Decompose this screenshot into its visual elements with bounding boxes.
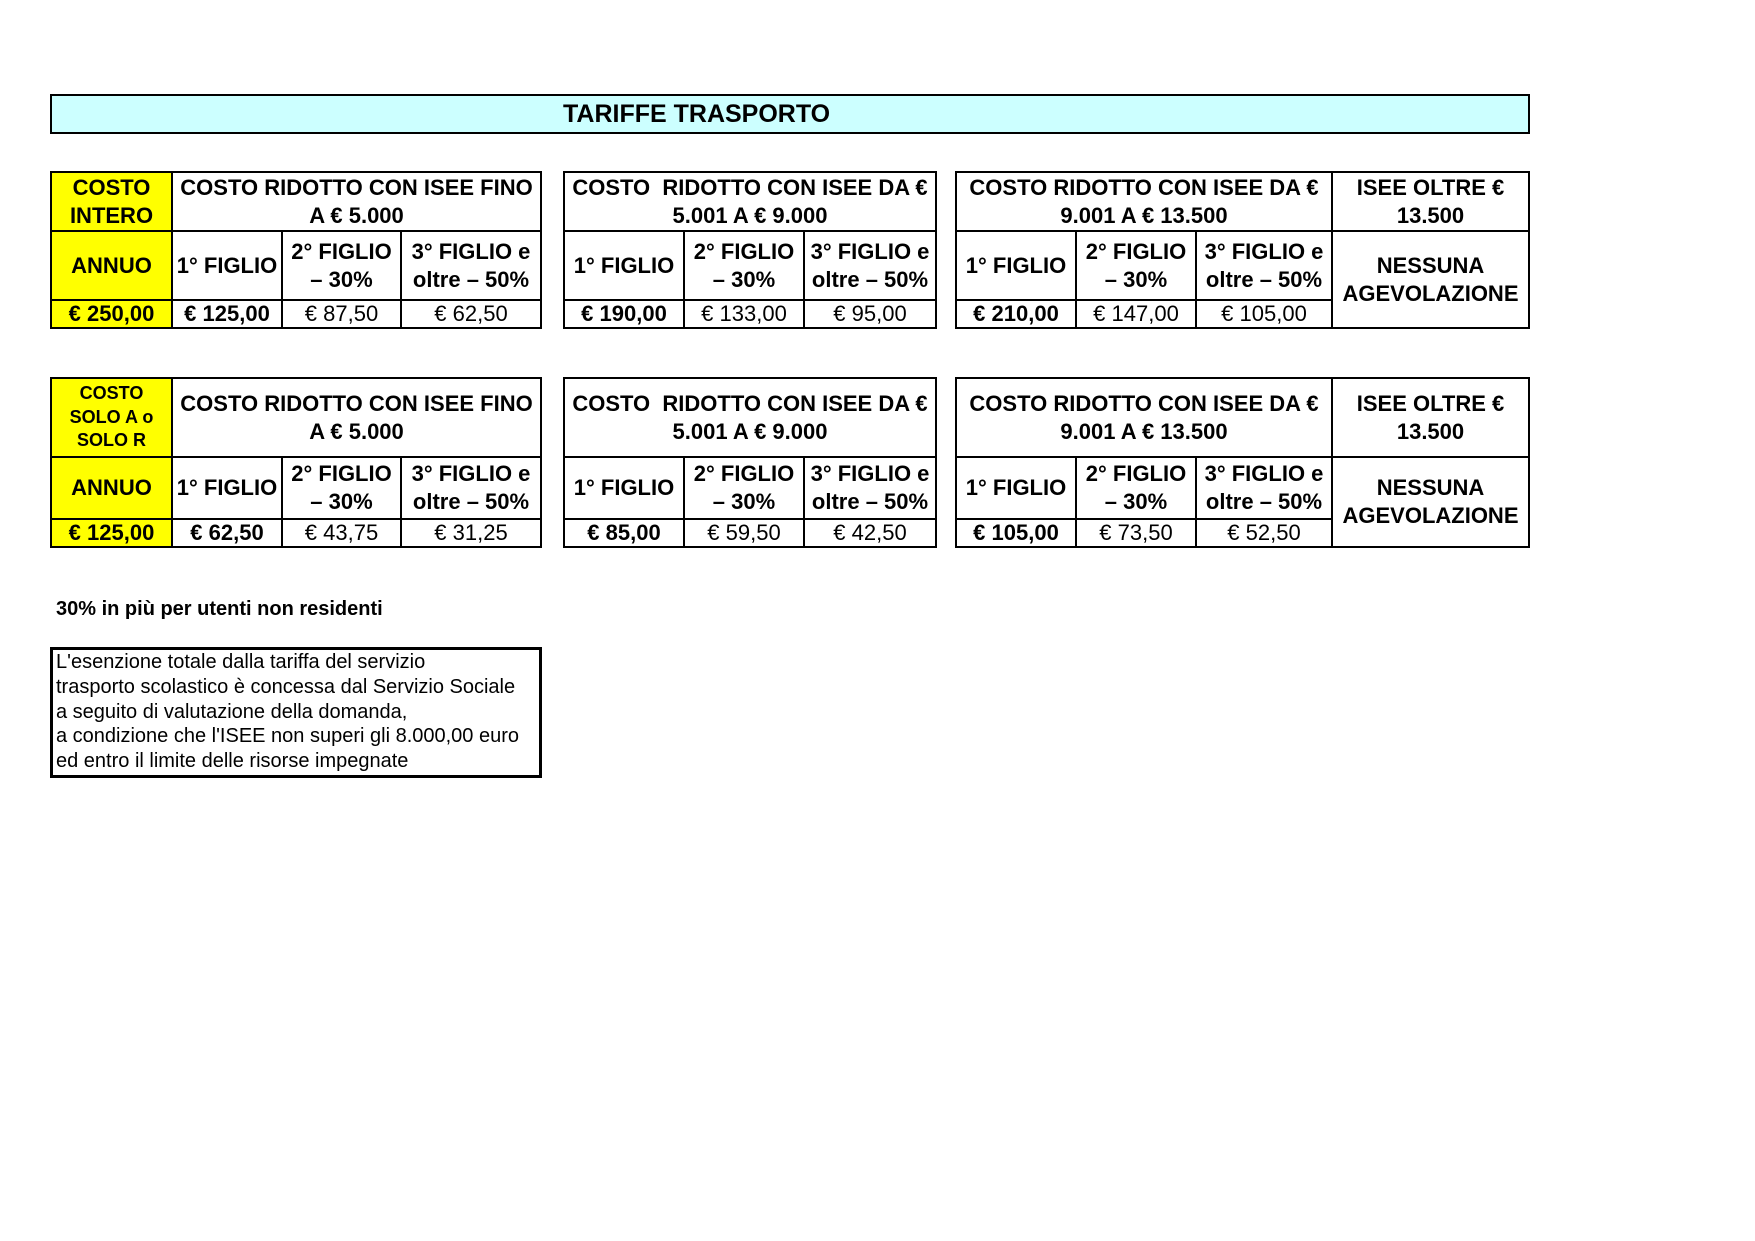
second-child-price-cell <box>1077 520 1195 546</box>
band-header-label: COSTO RIDOTTO CON ISEE DA € 9.001 A € 13.500 <box>969 174 1319 228</box>
second-child-price-value: € 43,75 <box>304 520 379 545</box>
first-child-price-value: € 105,00 <box>973 520 1059 545</box>
second-child-label-cell <box>283 458 400 518</box>
second-child-price-value: € 133,00 <box>701 301 787 326</box>
third-child-label-cell <box>402 458 540 518</box>
one-way-cost-table-isee-5001-9000 <box>563 377 937 548</box>
first-child-price-cell <box>173 301 281 327</box>
one-way-cost-table-isee-up-to-5000 <box>50 377 542 548</box>
first-child-price-cell <box>957 520 1075 546</box>
over-threshold-header-label: ISEE OLTRE € 13.500 <box>1356 174 1505 228</box>
first-child-label-cell <box>565 232 683 299</box>
full-price-cell <box>52 301 171 327</box>
third-child-price-value: € 95,00 <box>833 301 907 326</box>
third-child-label-cell <box>1197 458 1331 518</box>
second-child-label-cell <box>1077 232 1195 299</box>
first-child-label-cell <box>957 232 1075 299</box>
second-child-price-value: € 87,50 <box>304 301 379 326</box>
band-header-cell <box>565 173 935 230</box>
no-discount-cell <box>1333 458 1528 546</box>
over-threshold-header-cell <box>1333 379 1528 456</box>
first-child-price-cell <box>957 301 1075 327</box>
third-child-label-cell <box>402 232 540 299</box>
third-child-price-cell <box>805 301 935 327</box>
third-child-label: 3° FIGLIO e oltre – 50% <box>411 461 531 514</box>
second-child-price-cell <box>685 301 803 327</box>
period-label: ANNUO <box>71 475 152 500</box>
full-cost-table-isee-up-to-5000 <box>50 171 542 329</box>
page-title: TARIFFE TRASPORTO <box>563 100 831 128</box>
period-label: ANNUO <box>71 252 152 278</box>
third-child-label: 3° FIGLIO e oltre – 50% <box>1204 461 1324 514</box>
base-cost-label: COSTO SOLO A o SOLO R <box>69 383 154 451</box>
second-child-price-value: € 73,50 <box>1099 520 1173 545</box>
first-child-price-value: € 190,00 <box>581 301 667 326</box>
second-child-label: 2° FIGLIO – 30% <box>1085 238 1187 292</box>
second-child-price-cell <box>283 301 400 327</box>
period-cell <box>52 232 171 299</box>
second-child-price-cell <box>1077 301 1195 327</box>
band-header-label: COSTO RIDOTTO CON ISEE DA € 5.001 A € 9.000 <box>572 390 928 444</box>
third-child-price-cell <box>1197 301 1331 327</box>
full-price-value: € 250,00 <box>68 301 155 326</box>
band-header-cell <box>957 379 1331 456</box>
band-header-cell <box>173 379 540 456</box>
full-cost-table-isee-9001-13500 <box>955 171 1530 329</box>
first-child-label-cell <box>173 458 281 518</box>
second-child-label: 2° FIGLIO – 30% <box>693 238 795 292</box>
first-child-price-value: € 85,00 <box>587 520 661 545</box>
third-child-price-value: € 31,25 <box>434 520 508 545</box>
first-child-label: 1° FIGLIO <box>176 252 278 278</box>
second-child-price-value: € 147,00 <box>1093 301 1179 326</box>
period-cell <box>52 458 171 518</box>
third-child-label: 3° FIGLIO e oltre – 50% <box>810 461 930 514</box>
second-child-label: 2° FIGLIO – 30% <box>693 461 795 514</box>
exemption-note-box <box>50 647 542 778</box>
third-child-price-value: € 105,00 <box>1221 301 1307 326</box>
first-child-label-cell <box>173 232 281 299</box>
second-child-price-cell <box>685 520 803 546</box>
second-child-label-cell <box>685 232 803 299</box>
no-discount-label: NESSUNA AGEVOLAZIONE <box>1342 475 1519 528</box>
third-child-label-cell <box>1197 232 1331 299</box>
over-threshold-header-label: ISEE OLTRE € 13.500 <box>1356 390 1505 444</box>
first-child-price-cell <box>565 301 683 327</box>
third-child-price-value: € 52,50 <box>1227 520 1301 545</box>
third-child-price-value: € 62,50 <box>434 301 508 326</box>
third-child-label: 3° FIGLIO e oltre – 50% <box>810 238 930 292</box>
second-child-label-cell <box>283 232 400 299</box>
first-child-price-cell <box>173 520 281 546</box>
first-child-label: 1° FIGLIO <box>965 475 1067 500</box>
second-child-price-value: € 59,50 <box>707 520 781 545</box>
base-cost-header-cell <box>52 379 171 456</box>
base-cost-header-cell <box>52 173 171 230</box>
no-discount-label: NESSUNA AGEVOLAZIONE <box>1342 252 1519 306</box>
second-child-label: 2° FIGLIO – 30% <box>291 238 392 292</box>
second-child-price-cell <box>283 520 400 546</box>
band-header-cell <box>173 173 540 230</box>
third-child-label-cell <box>805 458 935 518</box>
first-child-label: 1° FIGLIO <box>573 475 675 500</box>
third-child-price-cell <box>402 520 540 546</box>
first-child-price-value: € 62,50 <box>190 520 264 545</box>
second-child-label-cell <box>685 458 803 518</box>
over-threshold-header-cell <box>1333 173 1528 230</box>
second-child-label: 2° FIGLIO – 30% <box>1085 461 1187 514</box>
first-child-label-cell <box>957 458 1075 518</box>
first-child-price-value: € 125,00 <box>184 301 270 326</box>
third-child-label: 3° FIGLIO e oltre – 50% <box>1204 238 1324 292</box>
first-child-price-value: € 210,00 <box>973 301 1059 326</box>
band-header-label: COSTO RIDOTTO CON ISEE FINO A € 5.000 <box>180 390 533 444</box>
band-header-cell <box>957 173 1331 230</box>
third-child-price-value: € 42,50 <box>833 520 907 545</box>
no-discount-cell <box>1333 232 1528 327</box>
full-price-cell <box>52 520 171 546</box>
exemption-note-text: L'esenzione totale dalla tariffa del servizio trasporto scolastico è concessa dal Servizio Sociale a seguito di valutazione della domanda, a condizione che l'ISEE non superi gli 8.000,00 euro ed entro il limite delle risorse impegnate <box>56 651 520 772</box>
third-child-price-cell <box>805 520 935 546</box>
band-header-label: COSTO RIDOTTO CON ISEE DA € 9.001 A € 13.500 <box>969 390 1319 444</box>
first-child-label-cell <box>565 458 683 518</box>
third-child-price-cell <box>402 301 540 327</box>
first-child-price-cell <box>565 520 683 546</box>
second-child-label: 2° FIGLIO – 30% <box>291 461 392 514</box>
one-way-cost-table-isee-9001-13500 <box>955 377 1530 548</box>
non-resident-surcharge-note: 30% in più per utenti non residenti <box>56 598 383 620</box>
band-header-label: COSTO RIDOTTO CON ISEE FINO A € 5.000 <box>180 174 533 228</box>
third-child-label: 3° FIGLIO e oltre – 50% <box>411 238 531 292</box>
band-header-cell <box>565 379 935 456</box>
first-child-label: 1° FIGLIO <box>965 252 1067 278</box>
full-price-value: € 125,00 <box>68 520 155 545</box>
full-cost-table-isee-5001-9000 <box>563 171 937 329</box>
base-cost-label: COSTO INTERO <box>69 174 154 228</box>
band-header-label: COSTO RIDOTTO CON ISEE DA € 5.001 A € 9.000 <box>572 174 928 228</box>
third-child-label-cell <box>805 232 935 299</box>
second-child-label-cell <box>1077 458 1195 518</box>
third-child-price-cell <box>1197 520 1331 546</box>
first-child-label: 1° FIGLIO <box>176 475 278 500</box>
title-banner <box>50 94 1530 134</box>
first-child-label: 1° FIGLIO <box>573 252 675 278</box>
